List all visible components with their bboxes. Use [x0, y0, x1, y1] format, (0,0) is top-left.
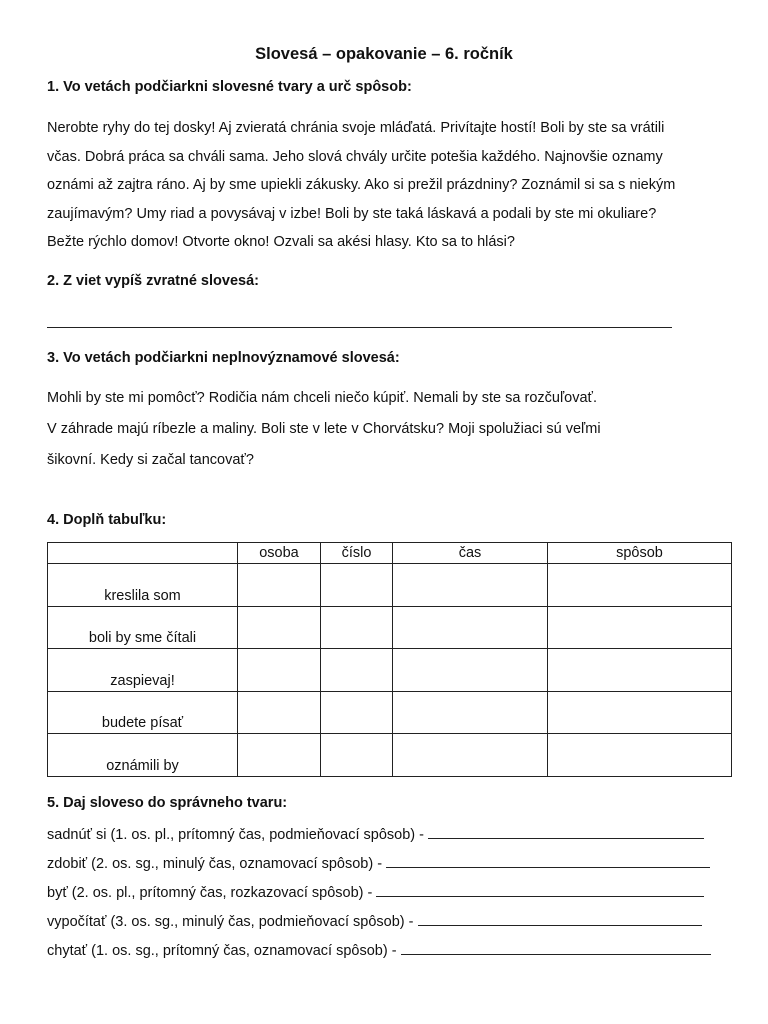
task5-item: [47, 914, 702, 930]
task5-prompt: vypočítať (3. os. sg., minulý čas, podmieňovací spôsob) -: [47, 914, 414, 930]
answer-cell[interactable]: [548, 691, 732, 734]
table-header-cell: číslo: [321, 543, 393, 564]
task1-line: Bežte rýchlo domov! Otvorte okno! Ozvali sa akési hlasy. Kto sa to hlási?: [47, 234, 515, 251]
task1-line: včas. Dobrá práca sa chváli sama. Jeho slová chvály určite potešia každého. Najnovšie oznamy: [47, 148, 663, 165]
table-row: [48, 649, 732, 692]
task5-answer-line[interactable]: [376, 895, 704, 897]
table-header-cell: čas: [393, 543, 548, 564]
task5-answer-line[interactable]: [428, 837, 704, 839]
task5-prompt: byť (2. os. pl., prítomný čas, rozkazovací spôsob) -: [47, 885, 373, 901]
task3-heading: 3. Vo vetách podčiarkni neplnovýznamové slovesá:: [47, 350, 400, 366]
table-row: [48, 606, 732, 649]
task5-heading: 5. Daj sloveso do správneho tvaru:: [47, 795, 288, 811]
answer-cell[interactable]: [548, 606, 732, 649]
answer-cell[interactable]: [548, 649, 732, 692]
answer-cell[interactable]: [548, 564, 732, 607]
task5-item: [47, 856, 710, 872]
verb-form-cell: zaspievaj!: [48, 649, 238, 692]
page-title: Slovesá – opakovanie – 6. ročník: [255, 45, 513, 63]
table-row: [48, 564, 732, 607]
table-header-row: [48, 543, 732, 564]
task1-line: zaujímavým? Umy riad a povysávaj v izbe! Boli by ste taká láskavá a podali by ste mi okuliare?: [47, 205, 657, 222]
task2-answer-line[interactable]: [47, 327, 672, 328]
verb-form-cell: kreslila som: [48, 564, 238, 607]
task5-item: [47, 885, 704, 901]
task3-line: šikovní. Kedy si začal tancovať?: [47, 452, 254, 468]
verb-form-cell: oznámili by: [48, 734, 238, 777]
answer-cell[interactable]: [321, 691, 393, 734]
table-row: [48, 691, 732, 734]
verb-table: [47, 542, 732, 777]
verb-form-cell: budete písať: [48, 691, 238, 734]
answer-cell[interactable]: [321, 734, 393, 777]
answer-cell[interactable]: [393, 691, 548, 734]
task5-prompt: chytať (1. os. sg., prítomný čas, oznamovací spôsob) -: [47, 943, 397, 959]
task3-line: V záhrade majú ríbezle a maliny. Boli ste v lete v Chorvátsku? Moji spolužiaci sú veľmi: [47, 421, 601, 437]
answer-cell[interactable]: [393, 649, 548, 692]
answer-cell[interactable]: [238, 606, 321, 649]
answer-cell[interactable]: [393, 564, 548, 607]
task1-text: [47, 114, 737, 257]
answer-cell[interactable]: [321, 649, 393, 692]
answer-cell[interactable]: [321, 606, 393, 649]
answer-cell[interactable]: [548, 734, 732, 777]
answer-cell[interactable]: [393, 734, 548, 777]
task5-answer-line[interactable]: [386, 866, 710, 868]
task5-item: [47, 943, 711, 959]
table-header-cell: osoba: [238, 543, 321, 564]
task5-prompt: sadnúť si (1. os. pl., prítomný čas, podmieňovací spôsob) -: [47, 827, 424, 843]
task2-heading: 2. Z viet vypíš zvratné slovesá:: [47, 273, 259, 289]
task4-heading: 4. Doplň tabuľku:: [47, 512, 167, 528]
task1-heading: 1. Vo vetách podčiarkni slovesné tvary a urč spôsob:: [47, 79, 412, 95]
answer-cell[interactable]: [238, 564, 321, 607]
task5-answer-line[interactable]: [418, 924, 702, 926]
table-header-cell: [48, 543, 238, 564]
answer-cell[interactable]: [238, 734, 321, 777]
task1-line: Nerobte ryhy do tej dosky! Aj zvieratá chránia svoje mláďatá. Privítajte hostí! Boli by ste sa vrátili: [47, 120, 665, 136]
answer-cell[interactable]: [238, 649, 321, 692]
task1-line: oznámi až zajtra ráno. Aj by sme upiekli zákusky. Ako si prežil prázdniny? Zoznámil si sa s niekým: [47, 177, 676, 194]
task5-answer-line[interactable]: [401, 953, 711, 955]
task5-prompt: zdobiť (2. os. sg., minulý čas, oznamovací spôsob) -: [47, 856, 383, 872]
table-row: [48, 734, 732, 777]
task3-line: Mohli by ste mi pomôcť? Rodičia nám chceli niečo kúpiť. Nemali by ste sa rozčuľovať.: [47, 390, 598, 406]
answer-cell[interactable]: [238, 691, 321, 734]
answer-cell[interactable]: [321, 564, 393, 607]
table-header-cell: spôsob: [548, 543, 732, 564]
task5-item: [47, 827, 704, 843]
verb-form-cell: boli by sme čítali: [48, 606, 238, 649]
task3-text: [47, 383, 737, 476]
answer-cell[interactable]: [393, 606, 548, 649]
